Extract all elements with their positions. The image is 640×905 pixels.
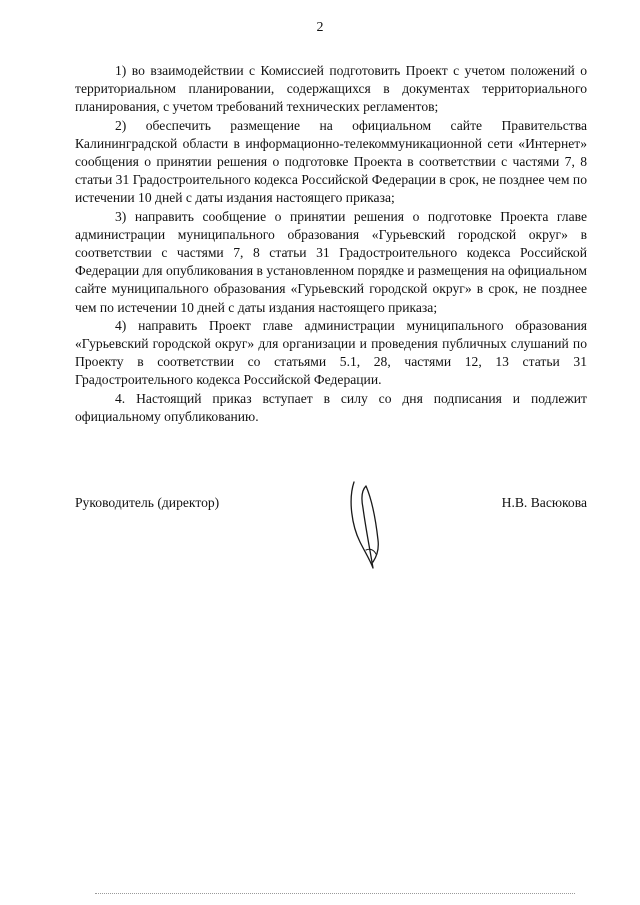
page-number: 2	[316, 20, 324, 35]
paragraph-item-4: 4) направить Проект главе администрации муниципального образования «Гурьевский городской округ» для организации и проведения публичных слушаний по Проекту в соответствии со статьями 5.1, 28, частями 12, 13 статьи 31 Градостроительного кодекса Российской Федерации.	[75, 317, 587, 388]
footer-rule	[95, 893, 575, 894]
handwritten-signature	[340, 478, 390, 574]
signer-name: Н.В. Васюкова	[501, 495, 587, 510]
document-body	[75, 62, 587, 426]
signature-block	[75, 495, 587, 515]
paragraph-item-1: 1) во взаимодействии с Комиссией подготовить Проект с учетом положений о территориальном планировании, содержащихся в документах территориального планирования, с учетом требований технических регламентов;	[75, 63, 587, 115]
paragraph-clause-4: 4. Настоящий приказ вступает в силу со дня подписания и подлежит официальному опубликованию.	[75, 390, 587, 424]
paragraph-item-3: 3) направить сообщение о принятии решения о подготовке Проекта главе администрации муниципального образования «Гурьевский городской округ» в соответствии с частями 7, 8 статьи 31 Градостроительного кодекса Российской Федерации для опубликования в установленном порядке и размещения на официальном сайте муниципального образования «Гурьевский городской округ» в срок, не позднее чем по истечении 10 дней с даты издания настоящего приказа;	[75, 208, 587, 315]
paragraph-item-2: 2) обеспечить размещение на официальном сайте Правительства Калининградской области в информационно-телекоммуникационной сети «Интернет» сообщения о принятии решения о подготовке Проекта в соответствии с частями 7, 8 статьи 31 Градостроительного кодекса Российской Федерации в срок, не позднее чем по истечении 10 дней с даты издания настоящего приказа;	[75, 117, 587, 206]
signer-title: Руководитель (директор)	[75, 495, 220, 510]
